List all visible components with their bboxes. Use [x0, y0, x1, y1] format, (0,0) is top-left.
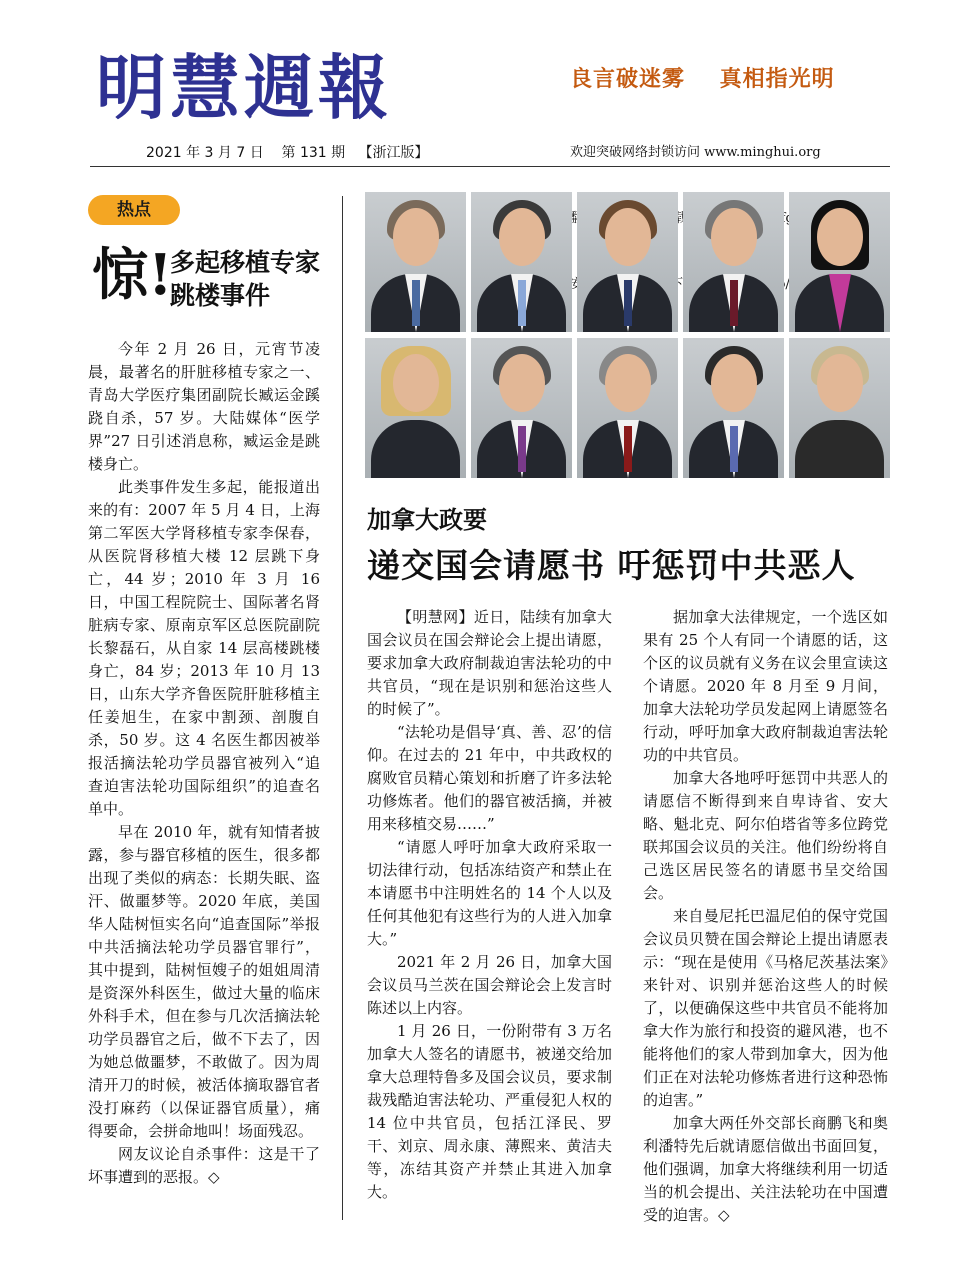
mp-portrait	[577, 192, 678, 332]
paragraph: 网友议论自杀事件：这是干了坏事遭到的恶报。◇	[88, 1145, 320, 1186]
paragraph: 来自曼尼托巴温尼伯的保守党国会议员贝赞在国会辩论上提出请愿表示：“现在是使用《马格尼茨基法案》来针对、识别并惩治这些人的时候了，以便确保这些中共官员不能将加拿大作为旅行和投资的避风港，也不能将他们的家人带到加拿大，因为他们正在对法轮功修炼者进行这种恐怖的迫害。”	[643, 907, 888, 1109]
paragraph: 早在 2010 年，就有知情者披露，参与器官移植的医生，很多都出现了类似的病态：长期失眠、盗汗、做噩梦等。2020 年底，美国华人陆树恒实名向“追查国际”举报中共活摘法轮功学员器官罪行”，其中提到，陆树恒嫂子的姐姐周清是资深外科医生，做过大量的临床外科手术，但在参与几次活摘法轮功学员器官之后，做不下去了，因为她总做噩梦，不敢做了。因为周清开刀的时候，被活体摘取器官者没打麻药（以保证器官质量），痛得要命，会拼命地叫！场面残忍。	[88, 823, 320, 1140]
issue-line: 2021 年 3 月 7 日 第 131 期 【浙江版】	[146, 145, 429, 161]
main-subheadline: 加拿大政要	[367, 506, 487, 534]
hot-topic-badge: 热点	[88, 195, 180, 225]
paragraph: 加拿大各地呼吁惩罚中共恶人的请愿信不断得到来自卑诗省、安大略、魁北克、阿尔伯塔省等多位跨党联邦国会议员的关注。他们纷纷将自己选区居民签名的请愿书呈交给国会。	[643, 769, 888, 902]
left-article-body	[88, 338, 320, 1189]
masthead-title: 明慧週報	[96, 46, 392, 129]
paragraph: 【明慧网】近日，陆续有加拿大国会议员在国会辩论会上提出请愿，要求加拿大政府制裁迫害法轮功的中共官员，“现在是识别和惩治这些人的时候了”。	[367, 608, 612, 718]
mp-photo-grid	[365, 192, 889, 484]
slogan: 良言破迷雾 真相指光明	[570, 66, 835, 92]
mp-portrait	[683, 338, 784, 478]
paragraph: 据加拿大法律规定，一个选区如果有 25 个人有同一个请愿的话，这个区的议员就有义务在议会里宣读这个请愿。2020 年 8 月至 9 月间，加拿大法轮功学员发起网上请愿签名行动，呼吁加拿大政府制裁迫害法轮功的中共官员。	[643, 608, 888, 764]
left-headline-line-1: 多起移植专家	[170, 248, 321, 277]
left-headline-line-2: 跳楼事件	[170, 281, 271, 310]
info-website[interactable]: 欢迎突破网络封锁访问 www.minghui.org	[570, 145, 821, 160]
paragraph: 今年 2 月 26 日，元宵节凌晨，最著名的肝脏移植专家之一、青岛大学医疗集团副院长臧运金蹊跷自杀，57 岁。大陆媒体“医学界”27 日引述消息称，臧运金是跳楼身亡。	[88, 340, 320, 473]
column-divider	[342, 196, 343, 1220]
mp-portrait	[471, 192, 572, 332]
paragraph: “法轮功是倡导‘真、善、忍’的信仰。在过去的 21 年中，中共政权的腐败官员精心策划和折磨了许多法轮功修炼者。他们的器官被活摘，并被用来移植交易……”	[367, 723, 612, 833]
mp-portrait	[365, 192, 466, 332]
mp-portrait	[683, 192, 784, 332]
main-article-column-1	[367, 606, 612, 1204]
mp-portrait	[471, 338, 572, 478]
paragraph: 2021 年 2 月 26 日，加拿大国会议员马兰茨在国会辩论会上发言时陈述以上内容。	[367, 953, 612, 1017]
main-headline: 递交国会请愿书 吁惩罚中共恶人	[367, 546, 856, 585]
paragraph: 此类事件发生多起，能报道出来的有：2007 年 5 月 4 日，上海第二军医大学肾移植专家李保春，从医院肾移植大楼 12 层跳下身亡，44 岁；2010 年 3 月 16 日，中国工程院院士、国际著名肾脏病专家、原南京军区总医院副院长黎磊石，从自家 14 层高楼跳楼身亡，84 岁；2013 年 10 月 13 日，山东大学齐鲁医院肝脏移植主任姜旭生，在家中割颈、剖腹自杀，50 岁。这 4 名医生都因被举报活摘法轮功学员器官被列入“追查迫害法轮功国际组织”的追查名单中。	[88, 478, 320, 818]
paragraph: “请愿人呼吁加拿大政府采取一切法律行动，包括冻结资产和禁止在本请愿书中注明姓名的 14 个人以及任何其他犯有这些行为的人进入加拿大。”	[367, 838, 612, 948]
left-headline	[170, 246, 320, 312]
mp-portrait	[789, 192, 890, 332]
exclaim-char: 惊!	[92, 242, 173, 308]
mp-portrait	[365, 338, 466, 478]
header-divider	[90, 166, 890, 167]
mp-portrait	[577, 338, 678, 478]
mp-portrait	[789, 338, 890, 478]
paragraph: 加拿大两任外交部长商鹏飞和奥利潘特先后就请愿信做出书面回复，他们强调，加拿大将继续利用一切适当的机会提出、关注法轮功在中国遭受的迫害。◇	[643, 1114, 888, 1224]
main-article-column-2	[643, 606, 888, 1227]
paragraph: 1 月 26 日，一份附带有 3 万名加拿大人签名的请愿书，被递交给加拿大总理特鲁多及国会议员，要求制裁残酷迫害法轮功、严重侵犯人权的 14 位中共官员，包括江泽民、罗干、刘京、周永康、薄熙来、黄洁夫等，冻结其资产并禁止其进入加拿大。	[367, 1022, 612, 1201]
